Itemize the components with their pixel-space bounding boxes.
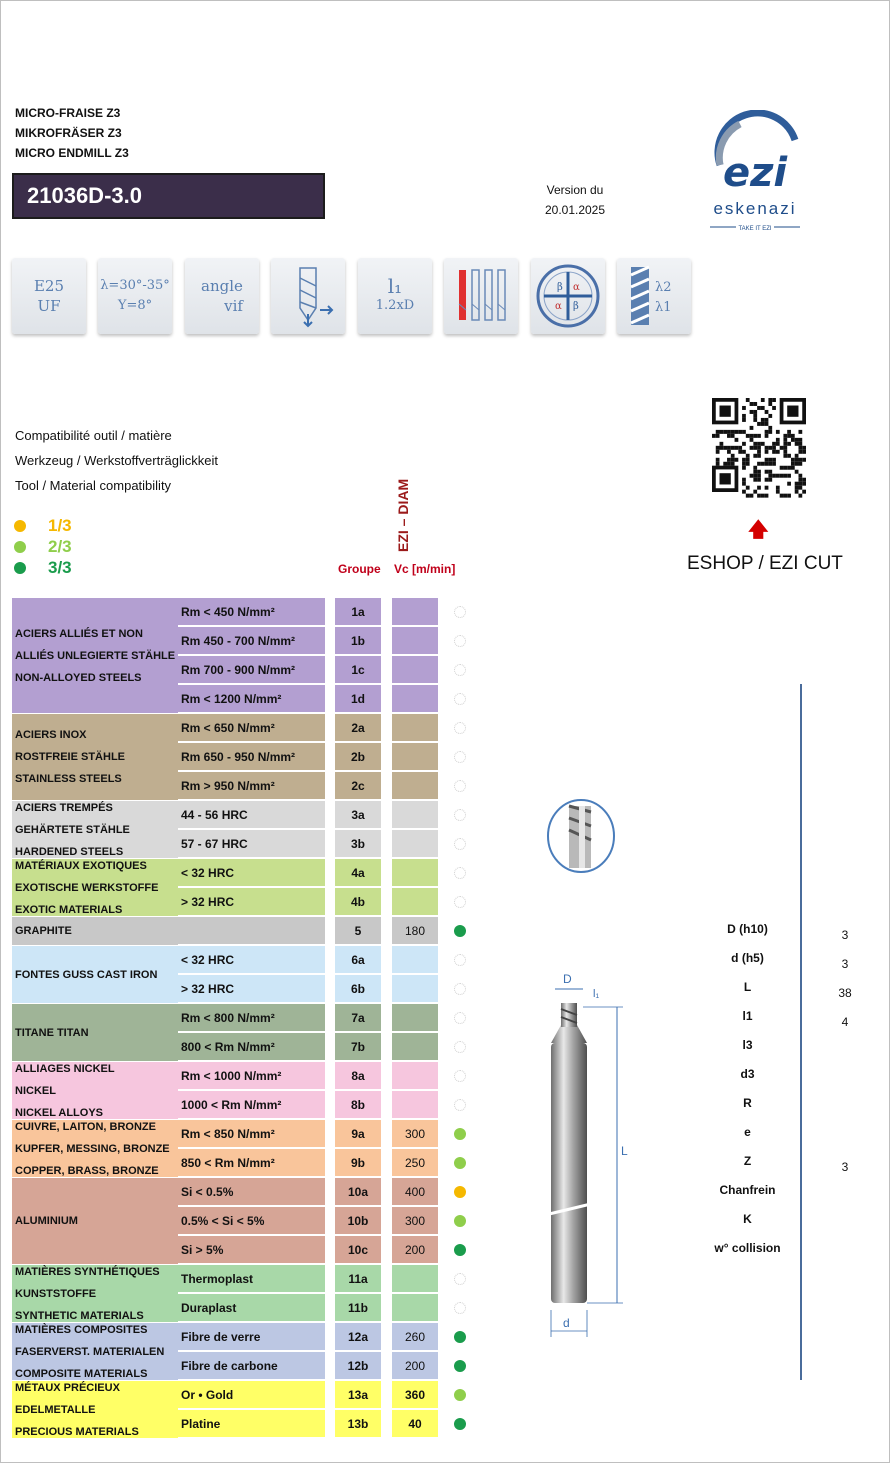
compat-indicator (452, 656, 468, 683)
compat-dot-icon (454, 1302, 466, 1314)
spec-row (670, 1009, 870, 1038)
spec-name: d (h5) (731, 951, 764, 965)
material-code: 3a (335, 801, 381, 828)
legend-item (14, 536, 72, 557)
material-code: 1c (335, 656, 381, 683)
endmill-drawing (535, 965, 645, 1345)
material-code: 10b (335, 1207, 381, 1234)
endmill-thumbnail (545, 798, 617, 874)
svg-text:λ2: λ2 (655, 280, 672, 295)
logo-tagline: TAKE IT EZI (738, 226, 772, 232)
svg-text:β: β (557, 282, 563, 293)
material-code: 8b (335, 1091, 381, 1118)
legend-label: 1/3 (48, 516, 72, 535)
variable-angle-icon: angle vif (185, 258, 259, 334)
material-condition: 850 < Rm N/mm² (178, 1149, 325, 1176)
cutting-speed (392, 946, 438, 973)
cutting-speed (392, 1033, 438, 1060)
compat-indicator (452, 1149, 468, 1176)
material-condition: Fibre de verre (178, 1323, 325, 1350)
reference-box: 21036D-3.0 (12, 173, 325, 219)
compat-indicator (452, 1004, 468, 1031)
spec-name: R (743, 1096, 752, 1110)
drill-feed-icon (271, 258, 345, 334)
cutting-speed: 300 (392, 1120, 438, 1147)
compat-indicator (452, 1120, 468, 1147)
qr-code[interactable] (712, 398, 806, 498)
material-condition: > 32 HRC (178, 975, 325, 1002)
material-code: 7b (335, 1033, 381, 1060)
material-condition: > 32 HRC (178, 888, 325, 915)
angle-geometry-icon (531, 258, 605, 334)
material-group-label: MÉTAUX PRÉCIEUX EDELMETALLE PRECIOUS MATERIALS (12, 1381, 178, 1438)
material-condition: 1000 < Rm N/mm² (178, 1091, 325, 1118)
compat-dot-icon (454, 1128, 466, 1140)
material-condition: 44 - 56 HRC (178, 801, 325, 828)
compat-indicator (452, 1352, 468, 1379)
material-condition: 0.5% < Si < 5% (178, 1207, 325, 1234)
cutting-speed (392, 1062, 438, 1089)
material-condition: Thermoplast (178, 1265, 325, 1292)
cutting-speed: 260 (392, 1323, 438, 1350)
spec-name: l3 (742, 1038, 753, 1052)
cutting-speed: 180 (392, 917, 438, 944)
compat-dot-icon (454, 809, 466, 821)
eshop-caption[interactable]: ESHOP / EZI CUT (687, 553, 843, 574)
dim-L: L (621, 1144, 628, 1158)
material-condition: 800 < Rm N/mm² (178, 1033, 325, 1060)
material-condition (178, 917, 325, 944)
material-condition: Rm < 650 N/mm² (178, 714, 325, 741)
compat-dot-icon (454, 1418, 466, 1430)
compat-dot-icon (454, 751, 466, 763)
spec-row (670, 922, 870, 951)
compat-indicator (452, 1265, 468, 1292)
material-condition: Rm 450 - 700 N/mm² (178, 627, 325, 654)
compat-indicator (452, 1323, 468, 1350)
spec-row (670, 980, 870, 1009)
compat-dot-icon (454, 838, 466, 850)
legend-item (14, 557, 72, 578)
cutting-speed (392, 685, 438, 712)
spec-row (670, 1067, 870, 1096)
compat-indicator (452, 1062, 468, 1089)
cutting-speed (392, 1265, 438, 1292)
cutting-speed (392, 1294, 438, 1321)
compat-dot-icon (454, 954, 466, 966)
material-code: 2c (335, 772, 381, 799)
material-code: 11a (335, 1265, 381, 1292)
logo-brand: ezi (722, 150, 788, 196)
spec-name: l1 (742, 1009, 753, 1023)
cutting-speed (392, 888, 438, 915)
cutting-speed (392, 714, 438, 741)
spec-name: D (h10) (727, 922, 768, 936)
svg-text:λ1: λ1 (655, 300, 672, 315)
material-group-label: MATÉRIAUX EXOTIQUES EXOTISCHE WERKSTOFFE EXOTIC MATERIALS (12, 859, 178, 916)
spec-row (670, 1154, 870, 1183)
length-ratio-icon: l₁ 1.2xD (358, 258, 432, 334)
cutting-speed: 200 (392, 1236, 438, 1263)
col-ezi-diam: EZI – DIAM (395, 478, 411, 552)
cutting-speed (392, 975, 438, 1002)
product-titles (15, 103, 129, 163)
compat-indicator (452, 1178, 468, 1205)
legend-dot-icon (14, 541, 26, 553)
cutting-speed (392, 1091, 438, 1118)
material-condition: Fibre de carbone (178, 1352, 325, 1379)
version-date: 20.01.2025 (544, 203, 606, 217)
compat-dot-icon (454, 1157, 466, 1169)
spec-name: Chanfrein (719, 1183, 776, 1197)
material-condition: < 32 HRC (178, 946, 325, 973)
compatibility-heading: Compatibilité outil / matière Werkzeug / Werkstoffverträglickkeit Tool / Material compatibility (15, 428, 219, 493)
compat-indicator (452, 888, 468, 915)
material-code: 2b (335, 743, 381, 770)
compat-indicator (452, 917, 468, 944)
compat-dot-icon (454, 1389, 466, 1401)
svg-text:α: α (555, 301, 562, 312)
compat-indicator (452, 1207, 468, 1234)
arrow-up-icon: 🡅 (748, 519, 769, 541)
cutting-speed: 300 (392, 1207, 438, 1234)
material-condition: Rm < 1200 N/mm² (178, 685, 325, 712)
material-code: 1b (335, 627, 381, 654)
spec-value: 38 (838, 986, 852, 1000)
material-condition: Rm < 450 N/mm² (178, 598, 325, 625)
material-group-label: FONTES GUSS CAST IRON (12, 946, 178, 1003)
material-group-label: MATIÈRES SYNTHÉTIQUES KUNSTSTOFFE SYNTHETIC MATERIALS (12, 1265, 178, 1322)
compat-indicator (452, 743, 468, 770)
compat-indicator (452, 1381, 468, 1408)
spec-value: 3 (841, 928, 849, 942)
compat-dot-icon (454, 896, 466, 908)
compat-dot-icon (454, 1012, 466, 1024)
compat-dot-icon (454, 1360, 466, 1372)
spec-value: 3 (841, 957, 849, 971)
material-code: 1d (335, 685, 381, 712)
cutting-speed (392, 772, 438, 799)
col-groupe: Groupe (338, 562, 381, 576)
cutting-speed (392, 830, 438, 857)
material-code: 3b (335, 830, 381, 857)
compat-dot-icon (454, 983, 466, 995)
cutting-speed: 200 (392, 1352, 438, 1379)
material-condition: Rm > 950 N/mm² (178, 772, 325, 799)
compat-dot-icon (454, 780, 466, 792)
compat-dot-icon (454, 1331, 466, 1343)
cutting-speed (392, 1004, 438, 1031)
material-code: 6b (335, 975, 381, 1002)
logo-name: eskenazi (713, 199, 797, 218)
material-code: 1a (335, 598, 381, 625)
spec-row (670, 1096, 870, 1125)
legend-label: 2/3 (48, 537, 72, 556)
material-group-label: ACIERS TREMPÉS GEHÄRTETE STÄHLE HARDENED STEELS (12, 801, 178, 858)
cutting-speed: 400 (392, 1178, 438, 1205)
material-condition: Rm < 800 N/mm² (178, 1004, 325, 1031)
legend-dot-icon (14, 562, 26, 574)
material-group-label: ALUMINIUM (12, 1178, 178, 1264)
dim-d: d (563, 1316, 570, 1330)
material-condition: Rm < 850 N/mm² (178, 1120, 325, 1147)
material-condition: Duraplast (178, 1294, 325, 1321)
material-group-label: GRAPHITE (12, 917, 178, 945)
compat-dot-icon (454, 1215, 466, 1227)
material-group-label: ACIERS INOX ROSTFREIE STÄHLE STAINLESS STEELS (12, 714, 178, 800)
spec-value: 3 (841, 1160, 849, 1174)
version-label: Version du (546, 183, 604, 197)
legend-label: 3/3 (48, 558, 72, 577)
dim-l1: l₁ (593, 988, 600, 1000)
cutting-speed: 360 (392, 1381, 438, 1408)
material-group-label: ACIERS ALLIÉS ET NON ALLIÉS UNLEGIERTE STÄHLE NON-ALLOYED STEELS (12, 598, 178, 713)
eskenazi-logo (700, 110, 810, 235)
spec-row (670, 951, 870, 980)
compat-indicator (452, 627, 468, 654)
material-code: 11b (335, 1294, 381, 1321)
material-condition: Rm 700 - 900 N/mm² (178, 656, 325, 683)
spec-name: L (743, 980, 752, 994)
material-code: 13a (335, 1381, 381, 1408)
material-group-label: ALLIAGES NICKEL NICKEL NICKEL ALLOYS (12, 1062, 178, 1119)
material-condition: < 32 HRC (178, 859, 325, 886)
compat-dot-icon (454, 925, 466, 937)
material-condition: Rm 650 - 950 N/mm² (178, 743, 325, 770)
material-code: 4b (335, 888, 381, 915)
compat-indicator (452, 1294, 468, 1321)
compat-indicator (452, 714, 468, 741)
compat-indicator (452, 975, 468, 1002)
compat-indicator (452, 801, 468, 828)
compat-indicator (452, 946, 468, 973)
cutting-speed: 40 (392, 1410, 438, 1437)
svg-text:α: α (573, 282, 580, 293)
cutting-speed (392, 743, 438, 770)
compat-indicator (452, 1091, 468, 1118)
helix-angle-icon: λ=30°-35° Y=8° (98, 258, 172, 334)
material-code: 8a (335, 1062, 381, 1089)
cutting-speed (392, 656, 438, 683)
material-code: 10c (335, 1236, 381, 1263)
spec-name: K (743, 1212, 752, 1226)
material-code: 5 (335, 917, 381, 944)
compat-legend (14, 515, 72, 578)
cutting-speed: 250 (392, 1149, 438, 1176)
version-info (520, 180, 630, 220)
compat-dot-icon (454, 1244, 466, 1256)
cutting-speed (392, 801, 438, 828)
title-de: MIKROFRÄSER Z3 (15, 126, 122, 140)
material-code: 12a (335, 1323, 381, 1350)
legend-item (14, 515, 72, 536)
material-group-label: CUIVRE, LAITON, BRONZE KUPFER, MESSING, BRONZE COPPER, BRASS, BRONZE (12, 1120, 178, 1177)
material-group-label: MATIÈRES COMPOSITES FASERVERST. MATERIALEN COMPOSITE MATERIALS (12, 1323, 178, 1380)
compat-dot-icon (454, 693, 466, 705)
compat-indicator (452, 685, 468, 712)
tool-series-icon (444, 258, 518, 334)
spec-name: Z (743, 1154, 752, 1168)
material-code: 2a (335, 714, 381, 741)
cutting-speed (392, 859, 438, 886)
material-condition: Or • Gold (178, 1381, 325, 1408)
compat-dot-icon (454, 1070, 466, 1082)
compat-dot-icon (454, 867, 466, 879)
material-group-label: TITANE TITAN (12, 1004, 178, 1061)
spec-name: d3 (740, 1067, 755, 1081)
compat-dot-icon (454, 1099, 466, 1111)
spec-row (670, 1125, 870, 1154)
col-vc: Vc [m/min] (394, 562, 456, 576)
material-code: 13b (335, 1410, 381, 1437)
material-condition: Si < 0.5% (178, 1178, 325, 1205)
spec-row (670, 1212, 870, 1241)
compat-indicator (452, 859, 468, 886)
material-condition: Si > 5% (178, 1236, 325, 1263)
compat-dot-icon (454, 722, 466, 734)
legend-dot-icon (14, 520, 26, 532)
spec-row (670, 1038, 870, 1067)
compat-dot-icon (454, 606, 466, 618)
cutting-speed (392, 627, 438, 654)
spec-name: w° collision (714, 1241, 781, 1255)
cutting-speed (392, 598, 438, 625)
material-code: 4a (335, 859, 381, 886)
compat-indicator (452, 830, 468, 857)
material-code: 7a (335, 1004, 381, 1031)
material-code: 9a (335, 1120, 381, 1147)
compat-indicator (452, 1033, 468, 1060)
compat-indicator (452, 1236, 468, 1263)
compat-indicator (452, 598, 468, 625)
spec-row (670, 1183, 870, 1212)
compat-dot-icon (454, 664, 466, 676)
compat-dot-icon (454, 1186, 466, 1198)
spec-name: e (744, 1125, 751, 1139)
compat-dot-icon (454, 635, 466, 647)
title-fr: MICRO-FRAISE Z3 (15, 106, 121, 120)
compat-indicator (452, 772, 468, 799)
material-code: 9b (335, 1149, 381, 1176)
spec-row (670, 1241, 870, 1270)
spec-value: 4 (841, 1015, 849, 1029)
material-condition: 57 - 67 HRC (178, 830, 325, 857)
material-condition: Platine (178, 1410, 325, 1437)
dim-D: D (563, 972, 572, 986)
compat-indicator (452, 1410, 468, 1437)
material-condition: Rm < 1000 N/mm² (178, 1062, 325, 1089)
material-code: 10a (335, 1178, 381, 1205)
material-code: 6a (335, 946, 381, 973)
material-code: 12b (335, 1352, 381, 1379)
svg-text:β: β (573, 301, 579, 312)
coating-icon: E25 UF (12, 258, 86, 334)
double-helix-icon (617, 258, 691, 334)
compat-dot-icon (454, 1273, 466, 1285)
compat-dot-icon (454, 1041, 466, 1053)
title-en: MICRO ENDMILL Z3 (15, 146, 129, 160)
